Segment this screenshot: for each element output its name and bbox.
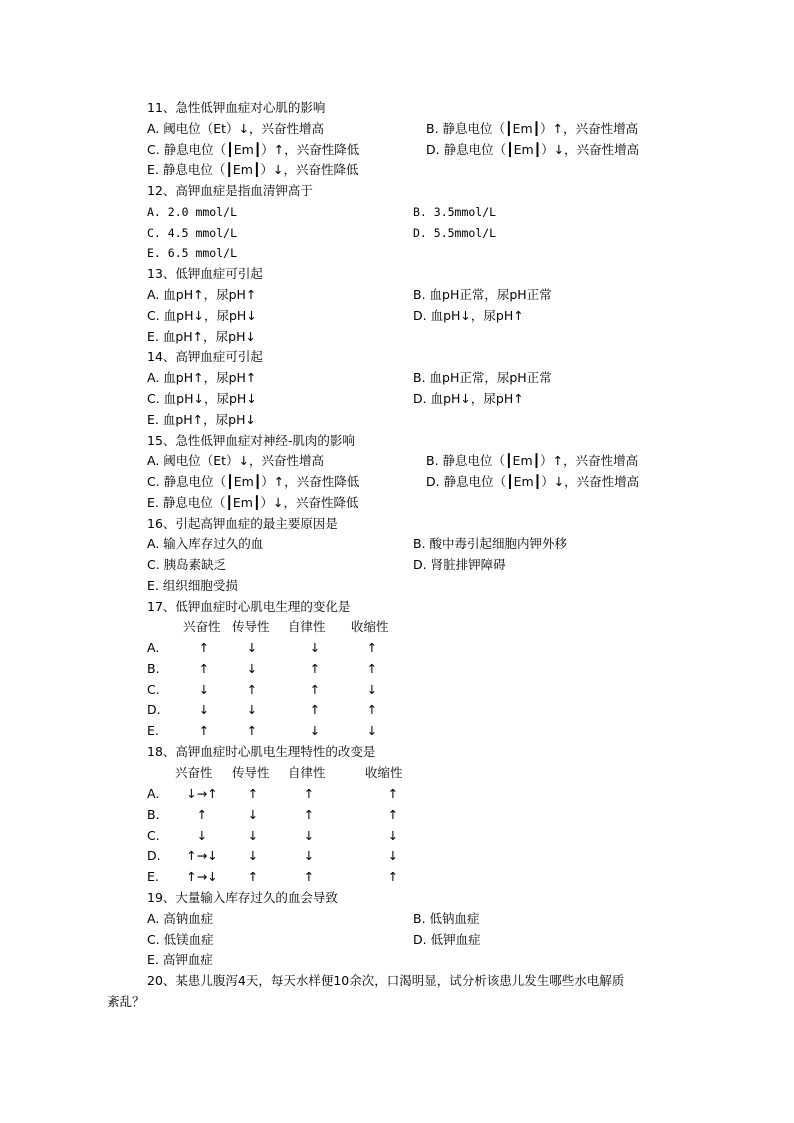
q18-cell-arrow: ↓: [247, 827, 259, 843]
question-12-option-d: D. 5.5mmol/L: [413, 226, 497, 240]
question-15-option-b: B. 静息电位（┃Em┃）↑，兴奋性增高: [426, 453, 639, 468]
question-20-text-line-1: 20、某患儿腹泻4天，每天水样便10余次，口渴明显，试分析该患儿发生哪些水电解质: [147, 973, 625, 988]
q17-header-conductivity: 传导性: [232, 619, 270, 634]
q17-cell-arrow: ↑: [246, 681, 258, 697]
q18-row-label: E.: [147, 869, 159, 885]
question-11-stem: 11、急性低钾血症对心肌的影响: [147, 100, 326, 115]
q17-header-contractility: 收缩性: [351, 619, 389, 634]
question-19-option-c: C. 低镁血症: [147, 932, 214, 947]
question-16-option-e: E. 组织细胞受损: [147, 578, 238, 593]
q17-cell-arrow: ↓: [309, 640, 321, 655]
q17-cell-arrow: ↑: [309, 681, 321, 697]
q17-cell-arrow: ↑: [198, 640, 210, 655]
q18-cell-arrow: ↓: [387, 827, 399, 843]
q18-cell-arrow: ↓: [196, 827, 208, 843]
q17-header-automaticity: 自律性: [288, 619, 326, 634]
question-18-stem: 18、高钾血症时心肌电生理特性的改变是: [147, 744, 376, 759]
q18-cell-arrow: ↓: [303, 848, 315, 864]
q17-row-label: C.: [147, 681, 160, 697]
q18-cell-arrow: ↓: [303, 827, 315, 843]
question-14-option-c: C. 血pH↓，尿pH↓: [147, 391, 257, 406]
q18-cell-arrow: ↑→↓: [186, 848, 218, 864]
question-16-option-c: C. 胰岛素缺乏: [147, 557, 227, 572]
q18-cell-arrow: ↑: [387, 806, 399, 822]
question-15-option-c: C. 静息电位（┃Em┃）↑，兴奋性降低: [147, 474, 360, 489]
question-16-option-b: B. 酸中毒引起细胞内钾外移: [413, 536, 568, 551]
q18-cell-arrow: ↑: [247, 786, 259, 801]
question-19-option-d: D. 低钾血症: [413, 932, 481, 947]
question-17-stem: 17、低钾血症时心肌电生理的变化是: [147, 599, 351, 614]
q18-header-automaticity: 自律性: [288, 765, 326, 780]
q17-cell-arrow: ↓: [366, 723, 378, 739]
q18-cell-arrow: ↑: [303, 786, 315, 801]
q17-cell-arrow: ↑: [366, 660, 378, 676]
q17-cell-arrow: ↓: [246, 640, 258, 655]
q17-row-label: E.: [147, 723, 159, 739]
question-12-option-c: C. 4.5 mmol/L: [147, 226, 238, 240]
q17-row-label: A.: [147, 640, 160, 655]
question-15-stem: 15、急性低钾血症对神经-肌肉的影响: [147, 433, 355, 448]
question-11-option-d: D. 静息电位（┃Em┃）↓，兴奋性增高: [426, 142, 640, 157]
q17-cell-arrow: ↓: [246, 660, 258, 676]
question-19-option-e: E. 高钾血症: [147, 952, 213, 967]
q18-row-label: A.: [147, 786, 160, 801]
q17-cell-arrow: ↑: [246, 723, 258, 739]
question-13-option-d: D. 血pH↓，尿pH↑: [413, 308, 524, 323]
question-11-option-c: C. 静息电位（┃Em┃）↑，兴奋性降低: [147, 142, 360, 157]
q18-cell-arrow: ↑: [303, 806, 315, 822]
q18-header-conductivity: 传导性: [232, 765, 270, 780]
q18-cell-arrow: ↓: [247, 806, 259, 822]
question-14-option-b: B. 血pH正常，尿pH正常: [413, 370, 552, 385]
q17-row-label: B.: [147, 660, 160, 676]
q18-cell-arrow: ↓→↑: [186, 786, 218, 801]
q17-cell-arrow: ↓: [246, 702, 258, 718]
q17-cell-arrow: ↑: [309, 660, 321, 676]
question-15-option-a: A. 阈电位（Et）↓，兴奋性增高: [147, 453, 325, 468]
question-12-option-a: A. 2.0 mmol/L: [147, 205, 238, 219]
question-13-stem: 13、低钾血症可引起: [147, 266, 263, 281]
q18-cell-arrow: ↑→↓: [186, 869, 218, 885]
q17-cell-arrow: ↓: [198, 681, 210, 697]
question-14-stem: 14、高钾血症可引起: [147, 349, 263, 364]
question-14-option-e: E. 血pH↑，尿pH↓: [147, 412, 256, 427]
question-20-text-line-2: 紊乱？: [107, 994, 145, 1009]
question-19-option-a: A. 高钠血症: [147, 911, 214, 926]
q18-cell-arrow: ↓: [387, 848, 399, 864]
q18-cell-arrow: ↑: [196, 806, 208, 822]
question-12-option-e: E. 6.5 mmol/L: [147, 246, 238, 260]
question-15-option-e: E. 静息电位（┃Em┃）↓，兴奋性降低: [147, 495, 359, 510]
question-19-stem: 19、大量输入库存过久的血会导致: [147, 890, 338, 905]
q17-cell-arrow: ↓: [198, 702, 210, 718]
question-14-option-a: A. 血pH↑，尿pH↑: [147, 370, 257, 385]
question-12-stem: 12、高钾血症是指血清钾高于: [147, 183, 313, 198]
question-16-option-a: A. 输入库存过久的血: [147, 536, 264, 551]
q18-header-excitability: 兴奋性: [175, 765, 213, 780]
question-16-stem: 16、引起高钾血症的最主要原因是: [147, 516, 338, 531]
question-13-option-c: C. 血pH↓，尿pH↓: [147, 308, 257, 323]
q18-cell-arrow: ↑: [303, 869, 315, 885]
q17-cell-arrow: ↑: [366, 702, 378, 718]
q18-row-label: B.: [147, 806, 160, 822]
q18-row-label: D.: [147, 848, 161, 864]
question-13-option-a: A. 血pH↑，尿pH↑: [147, 287, 257, 302]
question-11-option-e: E. 静息电位（┃Em┃）↓，兴奋性降低: [147, 162, 359, 177]
q18-header-contractility: 收缩性: [365, 765, 403, 780]
question-14-option-d: D. 血pH↓，尿pH↑: [413, 391, 524, 406]
question-13-option-e: E. 血pH↑，尿pH↓: [147, 329, 256, 344]
question-12-option-b: B. 3.5mmol/L: [413, 205, 497, 219]
question-11-option-b: B. 静息电位（┃Em┃）↑，兴奋性增高: [426, 121, 639, 136]
q17-cell-arrow: ↑: [198, 723, 210, 739]
q18-row-label: C.: [147, 827, 160, 843]
q17-cell-arrow: ↓: [366, 681, 378, 697]
q17-row-label: D.: [147, 702, 161, 718]
q18-cell-arrow: ↑: [247, 869, 259, 885]
q17-cell-arrow: ↑: [198, 660, 210, 676]
question-16-option-d: D. 肾脏排钾障碍: [413, 557, 506, 572]
question-13-option-b: B. 血pH正常，尿pH正常: [413, 287, 552, 302]
q17-cell-arrow: ↑: [309, 702, 321, 718]
q18-cell-arrow: ↓: [247, 848, 259, 864]
q17-header-excitability: 兴奋性: [183, 619, 221, 634]
q17-cell-arrow: ↓: [309, 723, 321, 739]
q17-cell-arrow: ↑: [366, 640, 378, 655]
q18-cell-arrow: ↑: [387, 786, 399, 801]
q18-cell-arrow: ↑: [387, 869, 399, 885]
question-11-option-a: A. 阈电位（Et）↓，兴奋性增高: [147, 121, 325, 136]
question-15-option-d: D. 静息电位（┃Em┃）↓，兴奋性增高: [426, 474, 640, 489]
question-19-option-b: B. 低钠血症: [413, 911, 480, 926]
